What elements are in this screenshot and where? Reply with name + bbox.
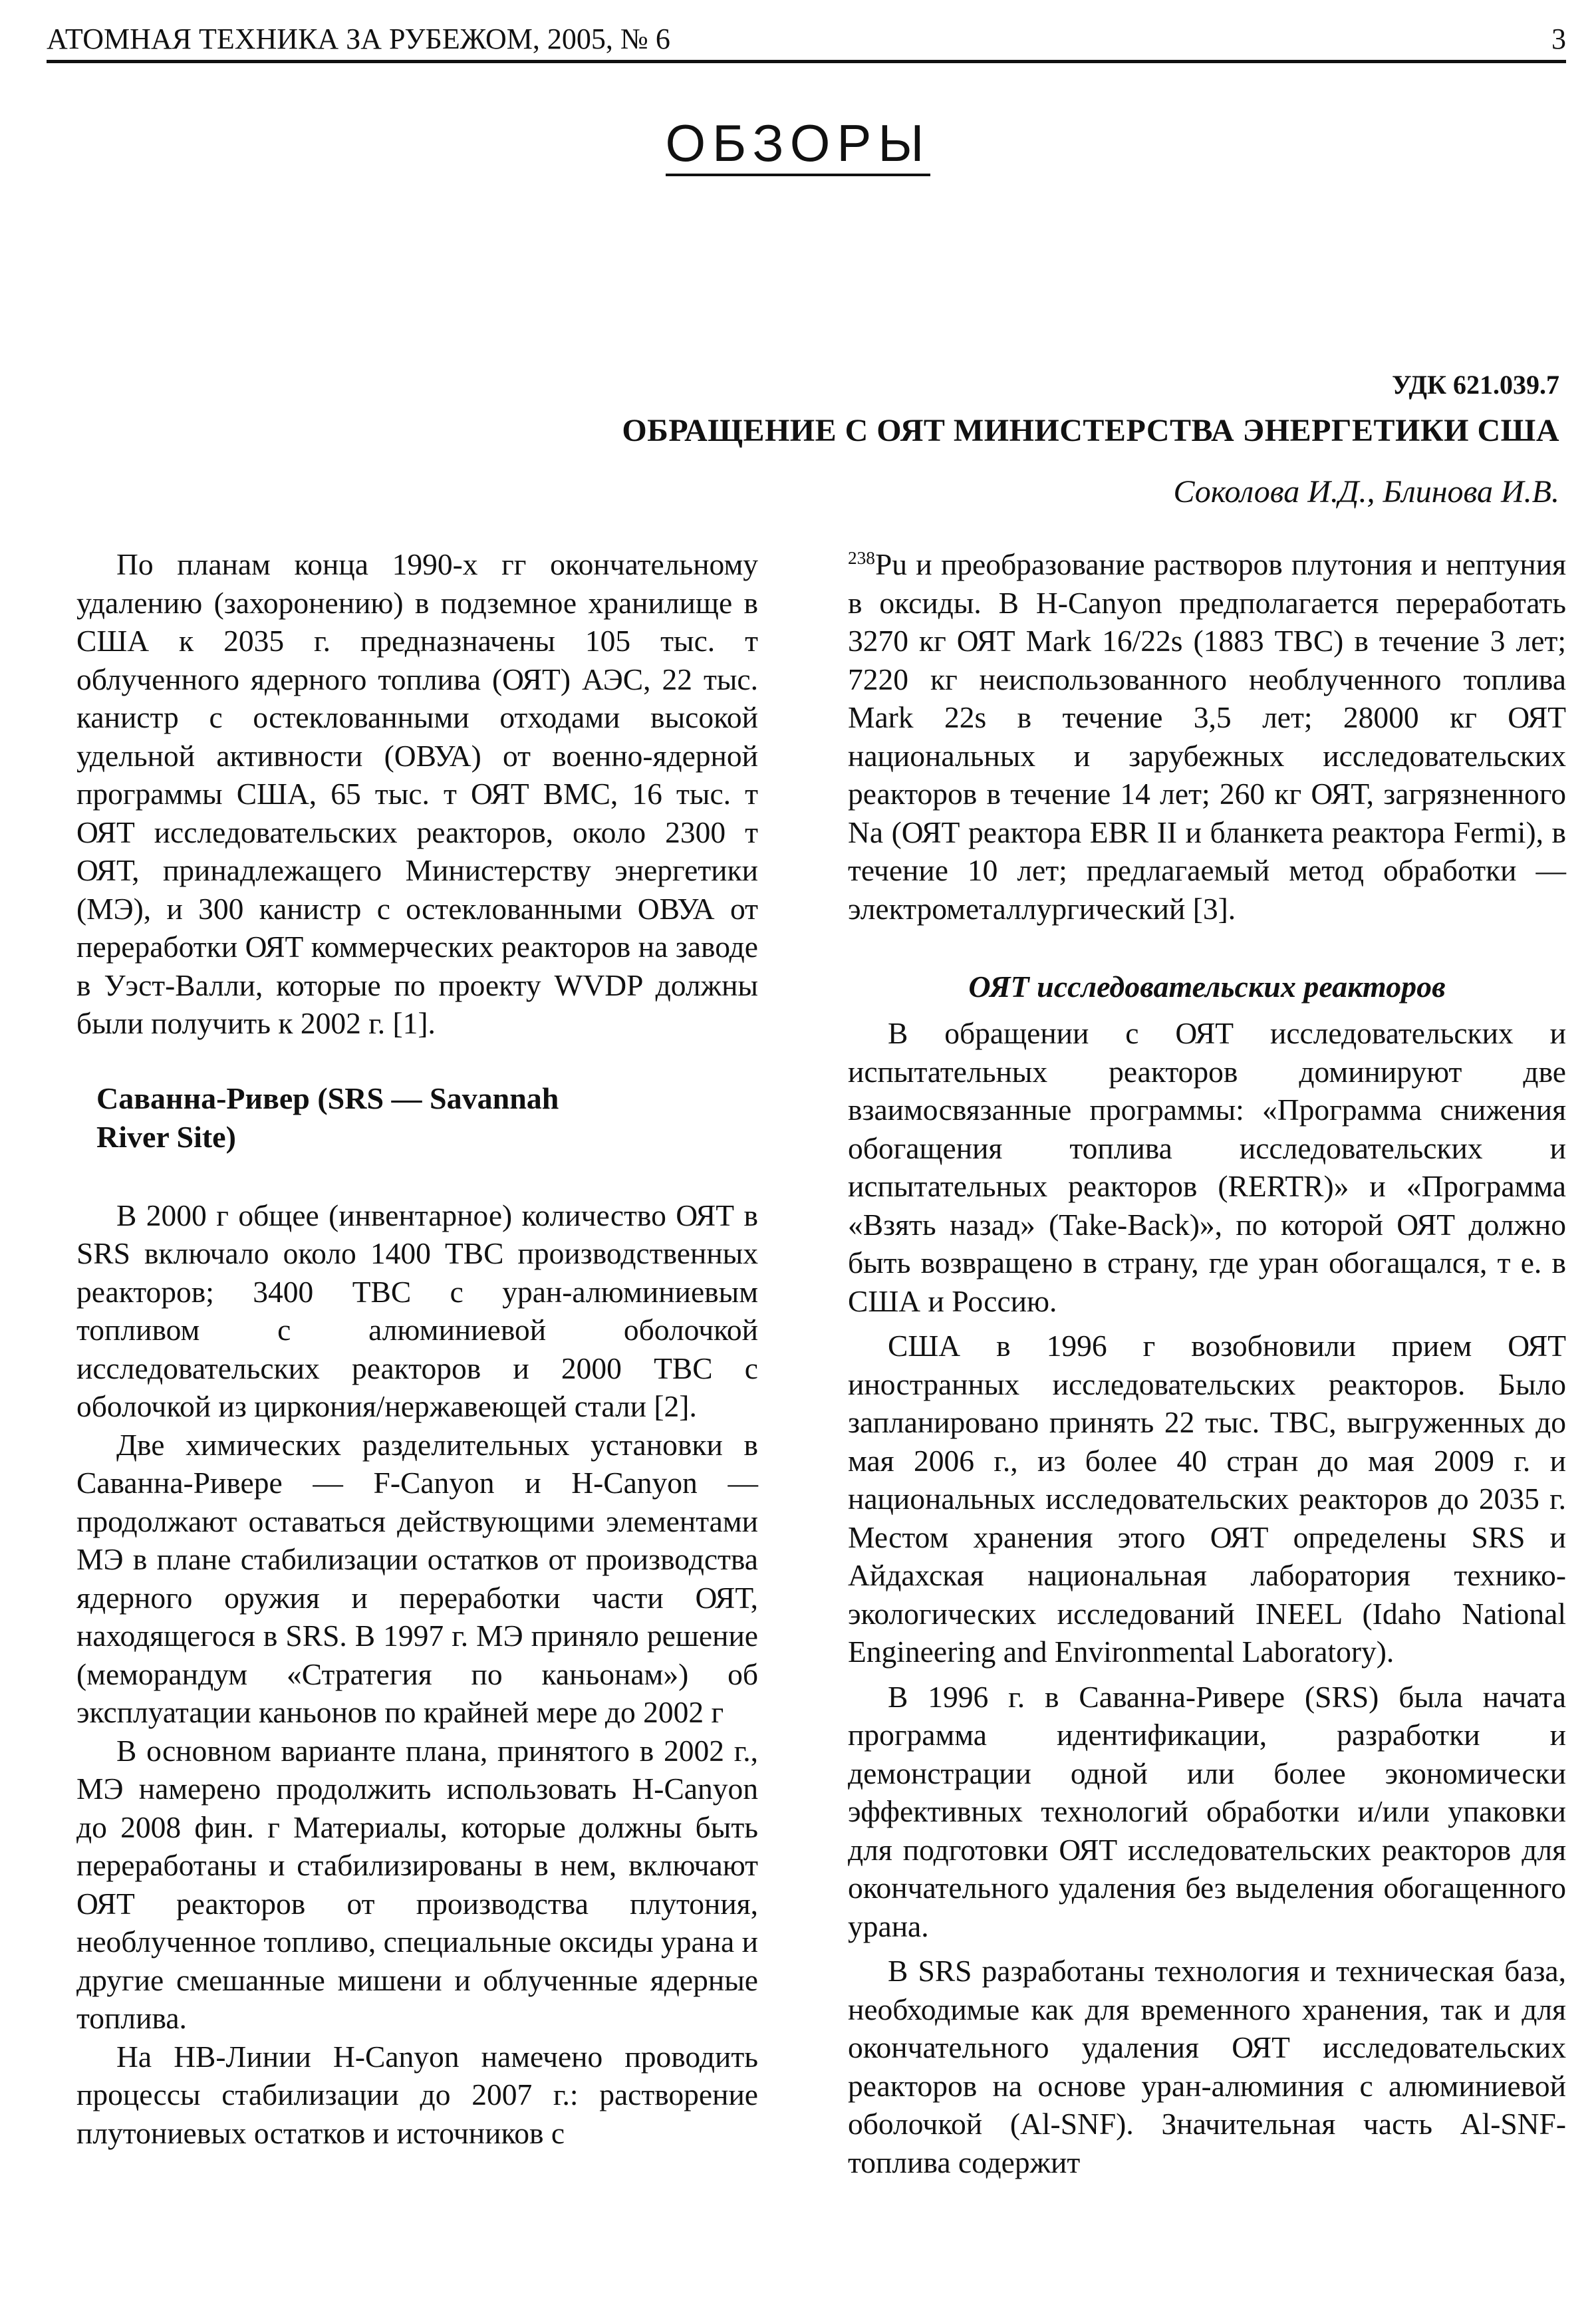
udk-code: УДК 621.039.7 (1392, 370, 1559, 400)
section-heading-text: ОБЗОРЫ (666, 114, 931, 176)
continued-paragraph (848, 545, 1566, 928)
paragraph: В основном варианте плана, принятого в 2002 г., МЭ намерено продолжить использовать H-Canyon до 2008 фин. г Материалы, которые должны быть переработаны и стабилизированы в нем, включают ОЯТ реакторов от производства плутония, необлученное топливо, специальные оксиды урана и другие смешанные мишени и облученные ядерные топлива. (76, 1733, 758, 2035)
paragraph-gap (848, 1320, 1566, 1327)
paragraph-gap (848, 1945, 1566, 1952)
page-number: 3 (1551, 23, 1566, 55)
paragraph: В 1996 г. в Саванна-Ривере (SRS) была начата программа идентификации, разработки и демонстрации одной или более экономически эффективных технологий обработки и/или упаковки для подготовки ОЯТ исследовательских реакторов для окончательного удаления без выделения обогащенного урана. (848, 1679, 1566, 1943)
article-authors: Соколова И.Д., Блинова И.В. (1173, 474, 1559, 509)
paragraph: В 2000 г общее (инвентарное) количество ОЯТ в SRS включало около 1400 ТВС производственных реакторов; 3400 ТВС с уран-алюминиевым топливом с алюминиевой оболочкой исследовательских реакторов и 2000 ТВС с оболочкой из циркония/нержавеющей стали [2]. (76, 1198, 758, 1423)
paragraph-gap (848, 1671, 1566, 1678)
continued-text: Pu и преобразование растворов плутония и нептуния в оксиды. В H-Canyon предполагается переработать 3270 кг ОЯТ Mark 16/22s (1883 ТВС) в течение 3 лет; 7220 кг неиспользованного необлученного топлива Mark 22s в течение 3,5 лет; 28000 кг ОЯТ национальных и зарубежных исследовательских реакторов в течение 14 лет; 260 кг ОЯТ, загрязненного Na (ОЯТ реактора EBR II и бланкета реактора Fermi), в течение 10 лет; предлагаемый метод обработки — электрометаллургический [3]. (848, 547, 1566, 926)
paragraph: Две химических разделительных установки в Саванна-Ривере — F-Canyon и H-Canyon — продолжают оставаться действующими элементами МЭ в плане стабилизации остатков от производства ядерного оружия и переработки части ОЯТ, находящегося в SRS. В 1997 г. МЭ приняло решение (меморандум «Стратегия по каньонам») об эксплуатации каньонов по крайней мере до 2002 г (76, 1427, 758, 1729)
intro-paragraph: По планам конца 1990-х гг окончательному удалению (захоронению) в подземное хранилище в США к 2035 г. предназначены 105 тыс. т облученного ядерного топлива (ОЯТ) АЭС, 22 тыс. канистр с остеклованными отходами высокой удельной активности (ОВУА) от военно-ядерной программы США, 65 тыс. т ОЯТ ВМС, 16 тыс. т ОЯТ исследовательских реакторов, около 2300 т ОЯТ, принадлежащего Министерству энергетики (МЭ), и 300 канистр с остеклованными ОВУА от переработки ОЯТ коммерческих реакторов на заводе в Уэст-Валли, которые по проекту WVDP должны были получить к 2002 г. [1]. (76, 547, 758, 1040)
article-title: ОБРАЩЕНИЕ С ОЯТ МИНИСТЕРСТВА ЭНЕРГЕТИКИ США (622, 413, 1559, 448)
paragraph: В обращении с ОЯТ исследовательских и испытательных реакторов доминируют две взаимосвязанные программы: «Программа снижения обогащения топлива исследовательских и испытательных реакторов (RERTR)» и «Программа «Взять назад» (Take-Back)», по которой ОЯТ должно быть возвращено в страну, где уран обогащался, т е. в США и Россию. (848, 1016, 1566, 1318)
running-header (47, 20, 1566, 63)
subheading-research-reactors: ОЯТ исследовательских реакторов (968, 970, 1446, 1004)
paragraph: На HB-Линии H-Canyon намечено проводить процессы стабилизации до 2007 г.: растворение плутониевых остатков и источников с (76, 2039, 758, 2150)
paragraph: США в 1996 г возобновили прием ОЯТ иностранных исследовательских реакторов. Было запланировано принять 22 тыс. ТВС, выгруженных до мая 2006 г., из более 40 стран до мая 2009 г. и национальных исследовательских реакторов до 2035 г. Местом хранения этого ОЯТ определены SRS и Айдахская национальная лаборатория технико-экологических исследований INEEL (Idaho National Engineering and Environmental Laboratory). (848, 1329, 1566, 1669)
isotope-superscript: 238 (848, 547, 875, 568)
paragraph: В SRS разработаны технология и техническая база, необходимые как для временного хранения, так и для окончательного удаления ОЯТ исследовательских реакторов на основе уран-алюминия с алюминиевой оболочкой (Al-SNF). Значительная часть Al-SNF-топлива содержит (848, 1954, 1566, 2179)
subheading-savannah-river: Саванна-Ривер (SRS — Savannah River Site) (96, 1081, 559, 1154)
journal-title: АТОМНАЯ ТЕХНИКА ЗА РУБЕЖОМ, 2005, № 6 (47, 23, 670, 55)
section-heading (0, 113, 1596, 174)
right-column (848, 545, 1566, 2181)
left-column (76, 545, 758, 2152)
